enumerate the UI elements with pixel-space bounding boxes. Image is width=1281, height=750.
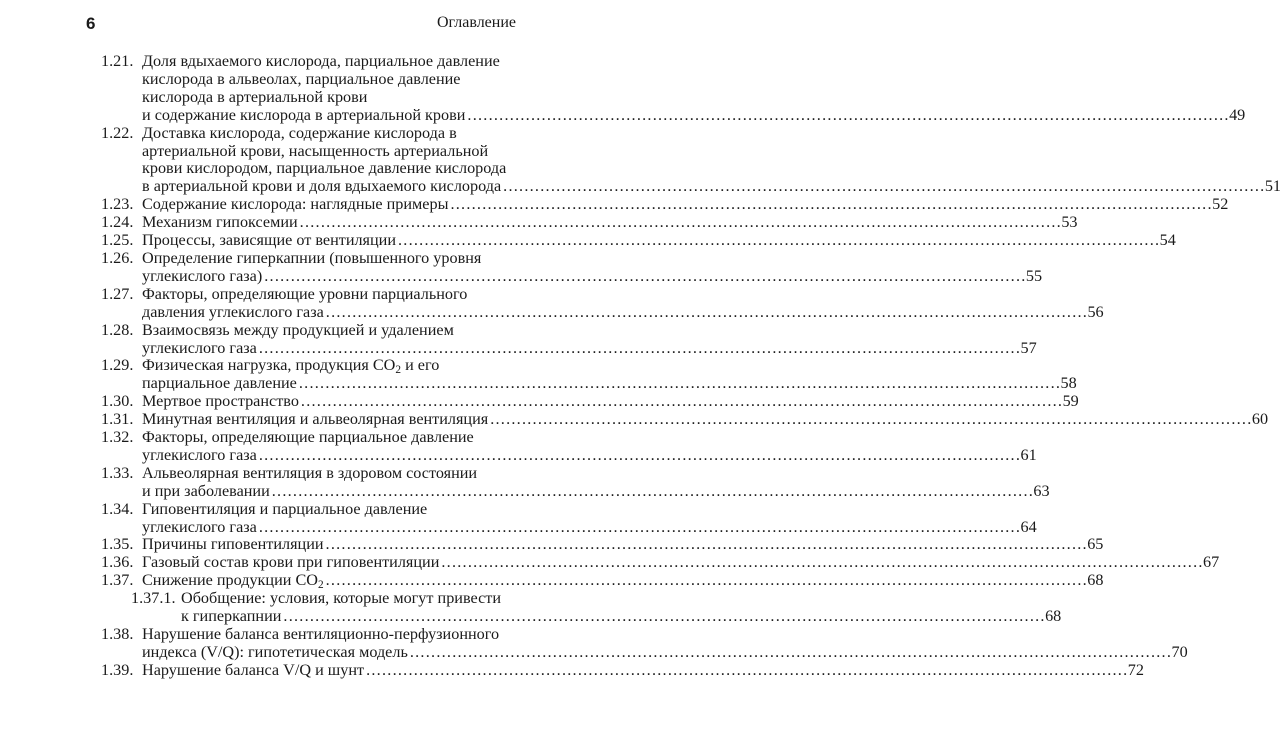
- entry-number: 1.32.: [101, 428, 134, 447]
- toc-entry: [101, 231, 1176, 250]
- dot-leader: [264, 268, 1024, 286]
- entry-page-number: 52: [1212, 195, 1229, 214]
- entry-page-number: 68: [1045, 607, 1062, 626]
- entry-line: [142, 465, 527, 483]
- entry-title: [142, 213, 1078, 232]
- entry-page-number: 60: [1251, 410, 1269, 429]
- entry-page-number: 63: [1033, 481, 1050, 500]
- toc-entry: [101, 410, 1269, 429]
- entry-line-text: крови кислородом, парциальное давление кислорода: [142, 159, 507, 178]
- entry-number: 1.36.: [101, 553, 134, 572]
- dot-leader: [410, 644, 1170, 662]
- entry-number: 1.28.: [101, 320, 134, 339]
- dot-leader: [326, 536, 1086, 554]
- entry-line-text: Доставка кислорода, содержание кислорода в: [142, 123, 457, 142]
- entry-page-number: 67: [1203, 553, 1220, 572]
- entry-line-text: Газовый состав крови при гиповентиляции: [142, 553, 440, 572]
- entry-page-number: 65: [1087, 535, 1104, 554]
- entry-title: [142, 248, 1043, 286]
- entry-line-text: и содержание кислорода в артериальной крови: [142, 105, 466, 124]
- entry-title: [142, 356, 1077, 393]
- entry-line: [142, 71, 527, 89]
- toc-entry: [101, 356, 1077, 393]
- dot-leader: [300, 214, 1060, 232]
- entry-title: [142, 428, 1037, 465]
- entry-line: [142, 302, 1104, 322]
- entry-title: [142, 571, 1104, 592]
- entry-number: 1.23.: [101, 195, 134, 214]
- entry-title: [142, 52, 1246, 125]
- entry-number: 1.26.: [101, 248, 134, 267]
- dot-leader: [259, 519, 1019, 537]
- toc-entry: [101, 320, 1037, 358]
- dot-leader: [259, 447, 1019, 465]
- entry-title: [142, 499, 1037, 537]
- entry-line-text: давления углекислого газа: [142, 302, 324, 321]
- entry-line: [142, 517, 1037, 537]
- entry-line: [142, 626, 527, 644]
- entry-line-text: углекислого газа: [142, 338, 257, 357]
- entry-line-text: и его: [401, 356, 440, 375]
- subscript-2: 2: [395, 364, 402, 377]
- dot-leader: [326, 304, 1086, 322]
- toc-entry: [101, 213, 1078, 232]
- entry-title: [142, 392, 1079, 411]
- entry-line-text: Обобщение: условия, которые могут привести: [181, 589, 502, 608]
- entry-line-text: Факторы, определяющие уровни парциального: [142, 284, 468, 303]
- entry-line: [142, 177, 1281, 196]
- toc-entry: [101, 248, 1043, 286]
- entry-line: [142, 481, 1050, 501]
- entry-title: [142, 660, 1144, 680]
- dot-leader: [398, 232, 1158, 250]
- toc-entry: [101, 660, 1144, 680]
- entry-line-text: парциальное давление: [142, 374, 297, 393]
- entry-page-number: 64: [1020, 517, 1037, 536]
- entry-line-text: и при заболевании: [142, 481, 270, 500]
- entry-line-text: Минутная вентиляция и альвеолярная вентиляция: [142, 410, 489, 429]
- toc-entry: [101, 499, 1037, 537]
- entry-title: [142, 231, 1176, 250]
- entry-number: 1.37.1.: [131, 589, 176, 608]
- entry-line-text: кислорода в артериальной крови: [142, 87, 368, 106]
- entry-line: [142, 429, 527, 447]
- entry-page-number: 68: [1087, 571, 1104, 590]
- toc-entry: [101, 392, 1079, 411]
- entry-line-text: Процессы, зависящие от вентиляции: [142, 231, 396, 250]
- dot-leader: [366, 662, 1126, 680]
- entry-line-text: в артериальной крови и доля вдыхаемого кислорода: [142, 177, 502, 196]
- table-of-contents: [101, 52, 1281, 680]
- entry-line: [142, 213, 1078, 232]
- running-title: Оглавление: [436, 14, 516, 31]
- toc-entry: [101, 625, 1188, 662]
- entry-line-text: Снижение продукции $CO_2$: [142, 571, 324, 592]
- entry-line: [142, 231, 1176, 250]
- toc-entry: [101, 428, 1037, 465]
- entry-line: [142, 501, 527, 519]
- entry-line-text: углекислого газа): [142, 266, 263, 285]
- entry-number: 1.35.: [101, 535, 134, 554]
- entry-page-number: 57: [1020, 338, 1037, 357]
- entry-title: [142, 553, 1220, 572]
- entry-line-text: Механизм гипоксемии: [142, 213, 298, 232]
- entry-line-text: Физическая нагрузка, продукция CO: [142, 356, 396, 375]
- dot-leader: [326, 572, 1086, 590]
- dot-leader: [301, 393, 1061, 411]
- entry-line: [142, 535, 1104, 554]
- entry-title: [142, 410, 1269, 429]
- entry-title: [181, 589, 1062, 626]
- entry-line-text: Содержание кислорода: наглядные примеры: [142, 195, 449, 214]
- entry-line: [142, 642, 1188, 662]
- toc-entry: [101, 571, 1104, 592]
- entry-page-number: 55: [1025, 266, 1043, 285]
- entry-number: 1.30.: [101, 392, 134, 411]
- entry-line-text: Мертвое пространство: [142, 392, 299, 411]
- entry-line-text: Нарушение баланса V/Q и шунт: [142, 660, 365, 679]
- entry-number: 1.22.: [101, 123, 134, 142]
- entry-line-text: Факторы, определяющие парциальное давление: [142, 428, 474, 447]
- entry-number: 1.27.: [101, 284, 134, 303]
- entry-line-text: Причины гиповентиляции: [142, 535, 324, 554]
- entry-line-text: Нарушение баланса вентиляционно-перфузионного: [142, 625, 500, 643]
- entry-line: [142, 125, 527, 143]
- toc-entry: [101, 52, 1246, 125]
- entry-page-number: 56: [1087, 302, 1104, 321]
- entry-line: [142, 660, 1144, 680]
- entry-number: 1.34.: [101, 499, 134, 518]
- toc-entry: [101, 195, 1229, 214]
- entry-line-text: Альвеолярная вентиляция в здоровом состоянии: [142, 463, 478, 482]
- dot-leader: [450, 196, 1210, 214]
- entry-page-number: 53: [1061, 213, 1078, 232]
- entry-line-text: Доля вдыхаемого кислорода, парциальное давление: [142, 52, 500, 70]
- entry-title: [142, 123, 1281, 197]
- entry-page-number: 61: [1020, 445, 1037, 464]
- entry-line: [142, 195, 1229, 214]
- toc-entry: [101, 463, 1050, 501]
- subscript-2: 2: [317, 579, 324, 592]
- entry-title: [142, 463, 1050, 501]
- entry-line-text: углекислого газа: [142, 445, 257, 464]
- entry-line: [142, 338, 1037, 358]
- entry-title: [142, 625, 1188, 662]
- entry-line: [142, 392, 1079, 411]
- entry-line: [181, 607, 1062, 626]
- dot-leader: [441, 554, 1201, 572]
- toc-entry: [131, 589, 1062, 626]
- entry-line: [142, 53, 527, 71]
- entry-line: [142, 266, 1043, 286]
- toc-entry: [101, 553, 1220, 572]
- dot-leader: [490, 411, 1250, 429]
- toc-entry: [101, 123, 1281, 197]
- entry-line: [142, 160, 527, 178]
- entry-line: [142, 250, 527, 268]
- entry-number: 1.24.: [101, 213, 134, 232]
- toc-entry: [101, 284, 1104, 322]
- entry-line-text: Гиповентиляция и парциальное давление: [142, 499, 428, 518]
- entry-line: [142, 374, 1077, 393]
- page-number: 6: [86, 14, 96, 33]
- dot-leader: [299, 375, 1059, 393]
- entry-line: [142, 357, 527, 375]
- entry-number: 1.25.: [101, 231, 134, 250]
- entry-line: [142, 105, 1246, 125]
- dot-leader: [259, 340, 1019, 358]
- entry-page-number: 70: [1171, 642, 1188, 661]
- entry-line: [142, 89, 527, 107]
- entry-page-number: 59: [1062, 392, 1079, 411]
- entry-title: [142, 195, 1229, 214]
- entry-line: [142, 553, 1220, 572]
- entry-line-text: артериальной крови, насыщенность артериальной: [142, 141, 489, 160]
- entry-line-text: Определение гиперкапнии (повышенного уровня: [142, 248, 482, 267]
- entry-number: 1.37.: [101, 571, 134, 590]
- entry-line: [142, 286, 527, 304]
- dot-leader: [283, 608, 1043, 626]
- entry-line: [142, 410, 1269, 429]
- entry-line: [142, 445, 1037, 465]
- entry-title: [142, 320, 1037, 358]
- entry-line-text: к гиперкапнии: [181, 607, 282, 626]
- entry-number: 1.39.: [101, 660, 134, 679]
- entry-line: [142, 322, 527, 340]
- entry-number: 1.21.: [101, 52, 134, 70]
- entry-page-number: 58: [1060, 374, 1077, 393]
- entry-page-number: 54: [1159, 231, 1176, 250]
- entry-number: 1.38.: [101, 625, 134, 643]
- running-header: [86, 14, 516, 38]
- entry-page-number: 49: [1229, 105, 1246, 124]
- entry-number: 1.29.: [101, 356, 134, 375]
- entry-line: [181, 590, 527, 608]
- dot-leader: [272, 483, 1032, 501]
- entry-page-number: 51: [1264, 177, 1281, 196]
- entry-title: [142, 535, 1104, 554]
- entry-line-text: углекислого газа: [142, 517, 257, 536]
- toc-entry: [101, 535, 1104, 554]
- entry-number: 1.31.: [101, 410, 134, 429]
- entry-line: [142, 143, 527, 161]
- entry-line-text: Взаимосвязь между продукцией и удалением: [142, 320, 454, 339]
- dot-leader: [503, 178, 1263, 196]
- dot-leader: [467, 107, 1227, 125]
- entry-title: [142, 284, 1104, 322]
- entry-line-text: индекса (V/Q): гипотетическая модель: [142, 642, 408, 661]
- entry-line-text: кислорода в альвеолах, парциальное давление: [142, 69, 461, 88]
- entry-line: [142, 571, 1104, 592]
- entry-number: 1.33.: [101, 463, 134, 482]
- entry-page-number: 72: [1127, 660, 1144, 679]
